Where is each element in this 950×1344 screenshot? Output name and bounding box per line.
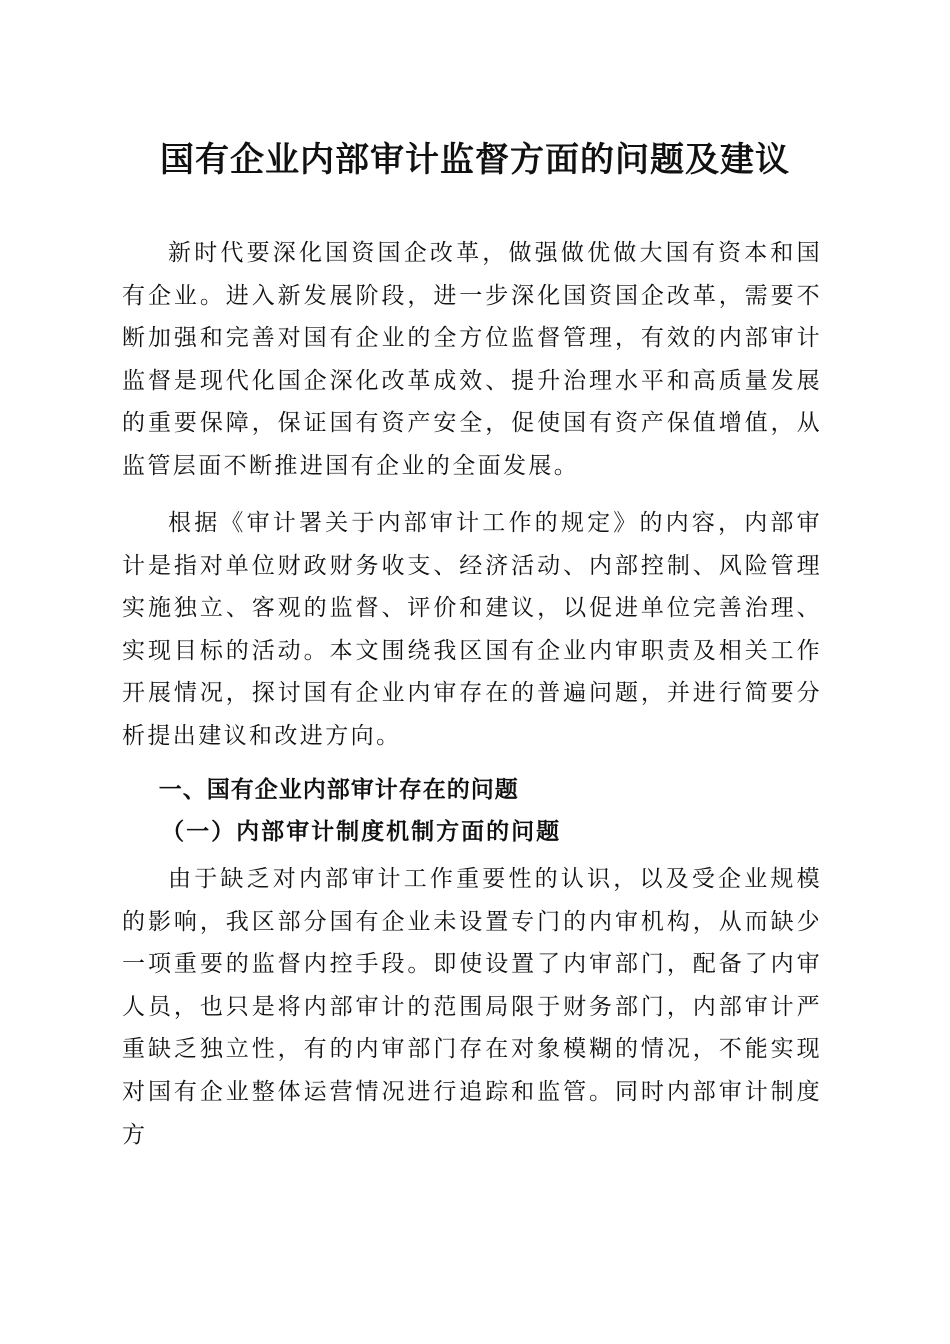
section-heading: 一、国有企业内部审计存在的问题 — [158, 777, 519, 803]
document-title: 国有企业内部审计监督方面的问题及建议 — [160, 140, 790, 180]
paragraph-problem: 由于缺乏对内部审计工作重要性的认识，以及受企业规模的影响，我区部分国有企业未设置专门的内审机构，从而缺少一项重要的监督内控手段。即使设置了内审部门，配备了内审人员，也只是将内部审计的范围局限于财务部门，内部审计严重缺乏独立性，有的内审部门存在对象模糊的情况，不能实现对国有企业整体运营情况进行追踪和监管。同时内部审计制度方 — [122, 866, 822, 1148]
paragraph-intro: 新时代要深化国资国企改革，做强做优做大国有资本和国有企业。进入新发展阶段，进一步深化国资国企改革，需要不断加强和完善对国有企业的全方位监督管理，有效的内部审计监督是现代化国企深化改革成效、提升治理水平和高质量发展的重要保障，保证国有资产安全，促使国有资产保值增值，从监管层面不断推进国有企业的全面发展。 — [122, 240, 822, 479]
paragraph-definition: 根据《审计署关于内部审计工作的规定》的内容，内部审计是指对单位财政财务收支、经济活动、内部控制、风险管理实施独立、客观的监督、评价和建议，以促进单位完善治理、实现目标的活动。本文围绕我区国有企业内审职责及相关工作开展情况，探讨国有企业内审存在的普遍问题，并进行简要分析提出建议和改进方向。 — [122, 510, 822, 749]
subsection-heading: （一）内部审计制度机制方面的问题 — [161, 818, 562, 845]
